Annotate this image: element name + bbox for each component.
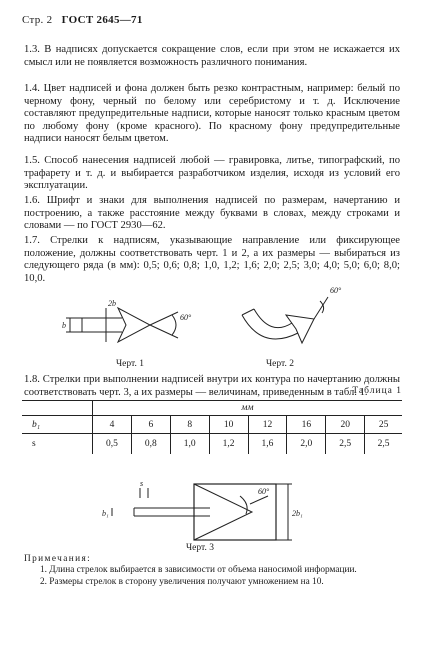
notes-heading: Примечания: (24, 554, 92, 564)
table-cell: 2,5 (365, 434, 402, 455)
table-row-b1 (22, 416, 402, 434)
note-1: 1. Длина стрелок выбирается в зависимости от объема наносимой информации. (40, 565, 357, 576)
table-cell: 10 (209, 416, 248, 434)
table-1 (22, 400, 402, 454)
fig1-dim-b: b (62, 321, 66, 330)
fig3-angle: 60° (258, 487, 270, 496)
figure-2-arrow (222, 285, 352, 360)
table-row-s (22, 434, 402, 455)
table-cell: 2,5 (326, 434, 365, 455)
table-cell: 0,5 (93, 434, 132, 455)
fig2-angle: 60° (330, 286, 342, 295)
figure-1-arrow (60, 290, 200, 360)
figure-1-caption: Черт. 1 (116, 359, 144, 369)
row-label-b1: b₁ (22, 416, 93, 434)
figure-3-arrow (100, 478, 320, 548)
paragraph-1-6: 1.6. Шрифт и знаки для выполнения надписей по размерам, начертанию и построению, а также расстояние между буквами в словах, между строками и словами — по ГОСТ 2930—62. (24, 195, 400, 232)
figure-3-caption: Черт. 3 (186, 543, 214, 553)
table-cell: 25 (365, 416, 402, 434)
note-2: 2. Размеры стрелок в сторону увеличения получают умножением на 10. (40, 576, 324, 587)
table-unit: мм (93, 401, 403, 416)
standard-code: ГОСТ 2645—71 (61, 14, 143, 26)
figure-2-caption: Черт. 2 (266, 359, 294, 369)
table-cell: 16 (287, 416, 326, 434)
table-cell: 8 (170, 416, 209, 434)
paragraph-1-8: 1.8. Стрелки при выполнении надписей внутри их контура по начертанию должны соответствовать черт. 3, а их размеры — величинам, приведенным в табл. 1. (24, 374, 400, 398)
table-cell: 4 (93, 416, 132, 434)
table-cell: 1,6 (248, 434, 287, 455)
table-cell: 1,0 (170, 434, 209, 455)
table-title: Таблица 1 (352, 386, 402, 396)
table-cell: 2,0 (287, 434, 326, 455)
fig3-dim-b1: b₁ (102, 509, 109, 518)
paragraph-1-3: 1.3. В надписях допускается сокращение слов, если при этом не искажается их смысл или не появляется возможность различного понимания. (24, 44, 400, 68)
paragraph-1-5: 1.5. Способ нанесения надписей любой — гравировка, литье, типографский, по трафарету и т. д. и выбирается разработчиком изделия, исходя из условий его эксплуатации. (24, 155, 400, 192)
table-cell: 20 (326, 416, 365, 434)
table-cell: 0,8 (131, 434, 170, 455)
row-label-s: s (32, 439, 36, 449)
paragraph-1-4: 1.4. Цвет надписей и фона должен быть резко контрастным, например: белый по черному фону, черный по белому или серебристому и т. д. Исключение составляют предупредительные надписи, которые наносят только красным цветом по любому фону (кроме красного). По красному фону предупредительные надписи наносят белым цветом. (24, 83, 400, 145)
paragraph-1-7: 1.7. Стрелки к надписям, указывающие направление или фиксирующее положение, должны соответствовать черт. 1 и 2, а их размеры — выбираться из следующего ряда (в мм): 0,5; 0,6; 0,8; 1,0, 1,2; 1,6; 2,0; 2,5; 3,0; 4,0; 5,0; 6,0; 8,0; 10,0. (24, 235, 400, 284)
fig3-dim-s: s (140, 479, 144, 488)
notes-section (24, 554, 400, 588)
table-cell: 1,2 (209, 434, 248, 455)
fig3-dim-2b1: 2b₁ (292, 509, 303, 518)
table-cell: 6 (131, 416, 170, 434)
fig1-angle: 60° (180, 313, 192, 322)
table-cell: 12 (248, 416, 287, 434)
page-number: Стр. 2 (22, 14, 53, 26)
fig1-dim-2b: 2b (108, 299, 116, 308)
page-header (22, 14, 143, 26)
